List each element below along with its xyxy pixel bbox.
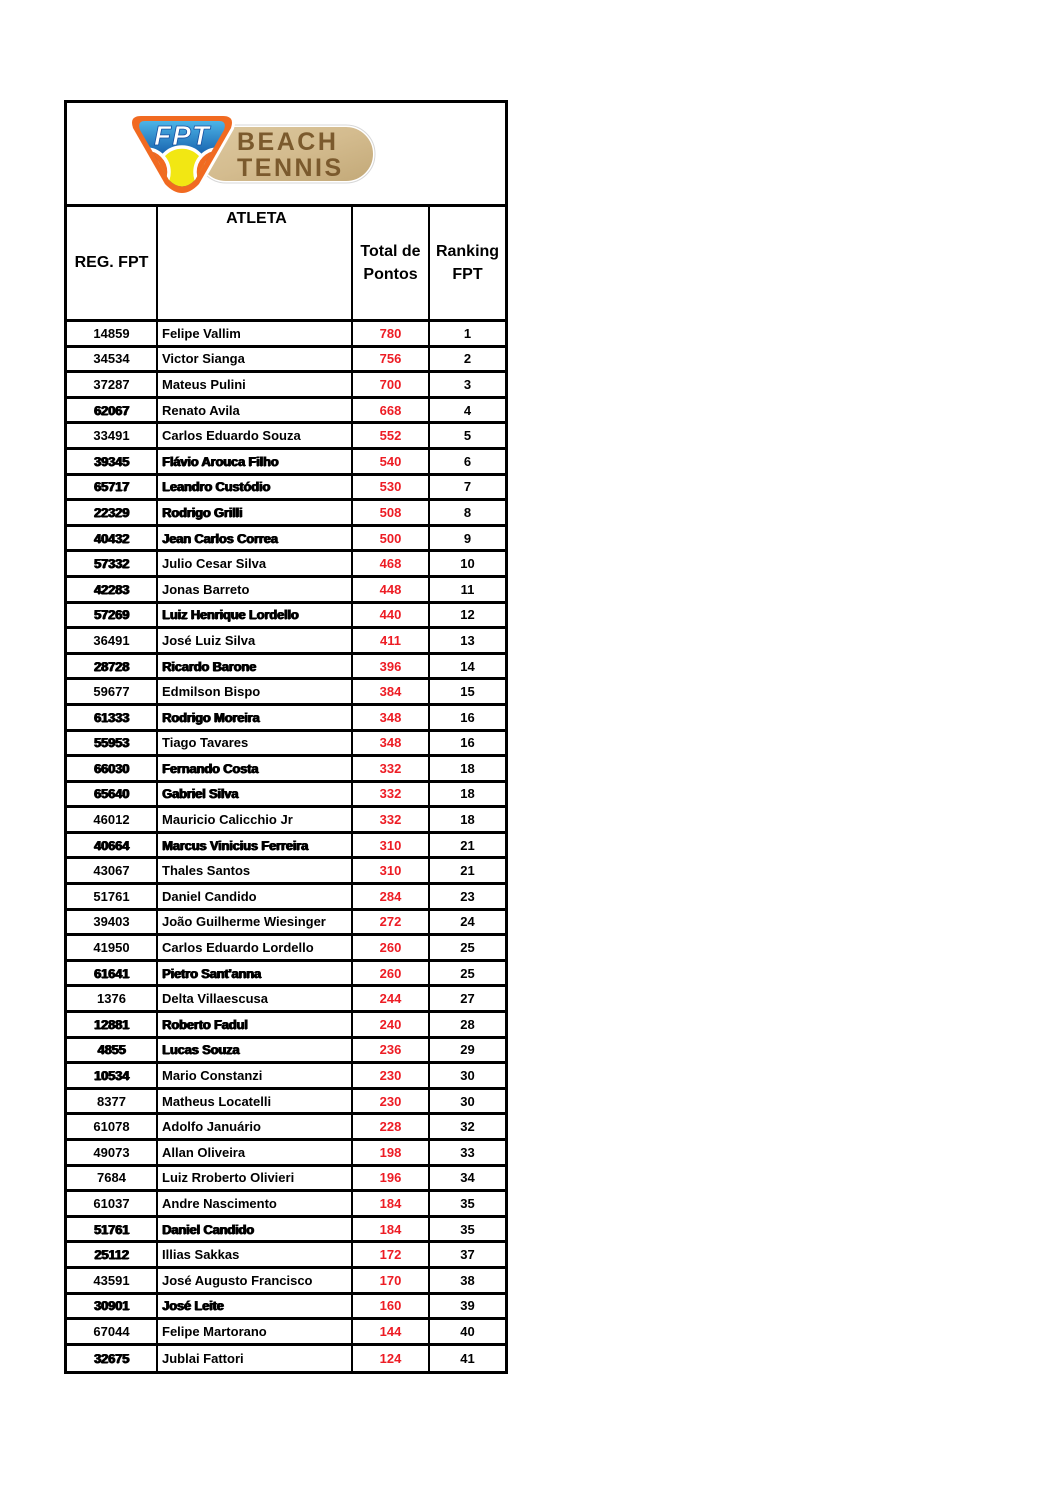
ranking-cell: 25 [460,940,475,956]
reg-fpt-cell: 65640 [67,783,158,806]
ranking-cell: 7 [463,479,472,495]
table-row [67,578,505,604]
table-row [67,911,505,937]
ranking-cell: 3 [463,376,472,392]
ranking-cell: 16 [460,735,475,751]
points-cell: 198 [353,1141,430,1164]
reg-fpt-cell: 59677 [67,680,158,703]
reg-fpt-cell: 40432 [67,527,158,550]
points-cell: 272 [353,911,430,934]
athlete-name-cell: Illias Sakkas [158,1243,353,1266]
table-row [67,987,505,1013]
points-cell: 236 [353,1039,430,1062]
points-cell: 228 [353,1115,430,1138]
reg-fpt-cell: 46012 [67,808,158,831]
points-cell: 230 [353,1090,430,1113]
reg-fpt-cell: 61037 [67,1192,158,1215]
table-row [67,1090,505,1116]
reg-fpt-cell: 41950 [67,936,158,959]
reg-fpt-cell: 43591 [67,1269,158,1292]
table-row [67,1141,505,1167]
table-row [67,808,505,834]
ranking-cell: 5 [463,428,472,444]
ranking-cell: 18 [460,786,475,802]
fpt-beach-tennis-logo [119,108,381,202]
table-row [67,859,505,885]
table-row [67,885,505,911]
reg-fpt-cell: 61333 [67,706,158,729]
ranking-cell: 30 [460,1093,475,1109]
reg-fpt-cell: 39345 [67,450,158,473]
athlete-name-cell: Renato Avila [158,399,353,422]
header-ranking-line1: Ranking [435,242,500,260]
table-header-row [67,207,505,322]
ranking-cell: 35 [460,1221,475,1237]
reg-fpt-cell: 43067 [67,859,158,882]
points-cell: 780 [353,322,430,345]
ranking-cell: 2 [463,351,472,367]
table-row [67,476,505,502]
athlete-name-cell: Carlos Eduardo Souza [158,424,353,447]
table-row [67,1115,505,1141]
table-row [67,322,505,348]
reg-fpt-cell: 37287 [67,373,158,396]
points-cell: 240 [353,1013,430,1036]
table-row [67,450,505,476]
points-cell: 384 [353,680,430,703]
reg-fpt-cell: 7684 [67,1167,158,1190]
points-cell: 244 [353,987,430,1010]
reg-fpt-cell: 62067 [67,399,158,422]
points-cell: 144 [353,1320,430,1343]
athlete-name-cell: Delta Villaescusa [158,987,353,1010]
table-row [67,1295,505,1321]
athlete-name-cell: José Augusto Francisco [158,1269,353,1292]
points-cell: 440 [353,604,430,627]
athlete-name-cell: Allan Oliveira [158,1141,353,1164]
ranking-cell: 6 [463,453,472,469]
ranking-cell: 34 [460,1170,475,1186]
points-cell: 310 [353,834,430,857]
points-cell: 260 [353,962,430,985]
logo-tennis-text: TENNIS [237,154,344,182]
points-cell: 530 [353,476,430,499]
table-row [67,783,505,809]
table-row [67,373,505,399]
points-cell: 260 [353,936,430,959]
logo-fpt-text: FPT [154,120,210,151]
athlete-name-cell: Felipe Martorano [158,1320,353,1343]
ranking-cell: 12 [460,607,475,623]
athlete-name-cell: Jean Carlos Correa [158,527,353,550]
ranking-cell: 13 [460,632,475,648]
points-cell: 700 [353,373,430,396]
reg-fpt-cell: 12881 [67,1013,158,1036]
points-cell: 196 [353,1167,430,1190]
ranking-cell: 38 [460,1272,475,1288]
ranking-cell: 18 [460,812,475,828]
athlete-name-cell: Luiz Henrique Lordello [158,604,353,627]
athlete-name-cell: Leandro Custódio [158,476,353,499]
reg-fpt-cell: 33491 [67,424,158,447]
table-row [67,604,505,630]
reg-fpt-cell: 49073 [67,1141,158,1164]
athlete-name-cell: Julio Cesar Silva [158,552,353,575]
reg-fpt-cell: 51761 [67,1218,158,1241]
table-row [67,1167,505,1193]
table-row [67,936,505,962]
ranking-cell: 41 [460,1351,475,1367]
reg-fpt-cell: 42283 [67,578,158,601]
points-cell: 348 [353,706,430,729]
logo-beach-text: BEACH [237,128,339,156]
reg-fpt-cell: 28728 [67,655,158,678]
logo-box [67,103,505,207]
athlete-name-cell: Adolfo Januário [158,1115,353,1138]
reg-fpt-cell: 34534 [67,348,158,371]
table-row [67,1013,505,1039]
points-cell: 230 [353,1064,430,1087]
athlete-name-cell: Luiz Rroberto Olivieri [158,1167,353,1190]
athlete-name-cell: Gabriel Silva [158,783,353,806]
points-cell: 170 [353,1269,430,1292]
athlete-name-cell: José Leite [158,1295,353,1318]
ranking-cell: 27 [460,991,475,1007]
ranking-cell: 18 [460,760,475,776]
reg-fpt-cell: 67044 [67,1320,158,1343]
points-cell: 184 [353,1192,430,1215]
athlete-name-cell: Roberto Fadul [158,1013,353,1036]
ranking-cell: 39 [460,1298,475,1314]
points-cell: 540 [353,450,430,473]
athlete-name-cell: José Luiz Silva [158,629,353,652]
table-row [67,1320,505,1346]
athlete-name-cell: Mateus Pulini [158,373,353,396]
points-cell: 468 [353,552,430,575]
athlete-name-cell: Flávio Arouca Filho [158,450,353,473]
header-ranking-fpt [430,207,505,319]
ranking-cell: 14 [460,658,475,674]
reg-fpt-cell: 61078 [67,1115,158,1138]
reg-fpt-cell: 40664 [67,834,158,857]
header-ranking-line2: FPT [452,266,483,283]
table-row [67,1064,505,1090]
table-row [67,527,505,553]
header-pontos-line2: Pontos [363,266,418,283]
table-row [67,1269,505,1295]
reg-fpt-cell: 10534 [67,1064,158,1087]
table-row [67,552,505,578]
points-cell: 160 [353,1295,430,1318]
athlete-name-cell: Lucas Souza [158,1039,353,1062]
points-cell: 332 [353,783,430,806]
points-cell: 668 [353,399,430,422]
athlete-name-cell: Edmilson Bispo [158,680,353,703]
ranking-cell: 29 [460,1042,475,1058]
header-total-pontos [353,207,430,319]
table-row [67,680,505,706]
table-row [67,655,505,681]
reg-fpt-cell: 39403 [67,911,158,934]
athlete-name-cell: Jonas Barreto [158,578,353,601]
table-row [67,757,505,783]
reg-fpt-cell: 32675 [67,1346,158,1372]
points-cell: 411 [353,629,430,652]
table-row [67,424,505,450]
athlete-name-cell: Pietro Sant'anna [158,962,353,985]
reg-fpt-cell: 4855 [67,1039,158,1062]
points-cell: 756 [353,348,430,371]
ranking-cell: 23 [460,888,475,904]
athlete-name-cell: Ricardo Barone [158,655,353,678]
ranking-cell: 4 [463,402,472,418]
points-cell: 348 [353,732,430,755]
points-cell: 552 [353,424,430,447]
athlete-name-cell: Carlos Eduardo Lordello [158,936,353,959]
reg-fpt-cell: 30901 [67,1295,158,1318]
athlete-name-cell: Mario Constanzi [158,1064,353,1087]
athlete-name-cell: Daniel Candido [158,885,353,908]
points-cell: 184 [353,1218,430,1241]
points-cell: 284 [353,885,430,908]
ranking-cell: 35 [460,1195,475,1211]
reg-fpt-cell: 14859 [67,322,158,345]
athlete-name-cell: Rodrigo Moreira [158,706,353,729]
ranking-cell: 28 [460,1016,475,1032]
reg-fpt-cell: 57332 [67,552,158,575]
ranking-cell: 15 [460,684,475,700]
points-cell: 332 [353,808,430,831]
table-row [67,399,505,425]
table-row [67,501,505,527]
points-cell: 500 [353,527,430,550]
table-row [67,706,505,732]
athlete-name-cell: Victor Sianga [158,348,353,371]
athlete-name-cell: Daniel Candido [158,1218,353,1241]
header-reg-fpt-label: REG. FPT [74,254,149,272]
header-atleta-label: ATLETA [226,210,287,227]
athlete-name-cell: Felipe Vallim [158,322,353,345]
points-cell: 124 [353,1346,430,1372]
table-row [67,1039,505,1065]
header-pontos-line1: Total de [360,242,421,260]
ranking-cell: 11 [460,581,475,597]
ranking-cell: 37 [460,1247,475,1263]
ranking-cell: 21 [460,863,475,879]
table-row [67,1243,505,1269]
table-row [67,1346,505,1372]
points-cell: 448 [353,578,430,601]
reg-fpt-cell: 22329 [67,501,158,524]
reg-fpt-cell: 65717 [67,476,158,499]
table-row [67,962,505,988]
reg-fpt-cell: 66030 [67,757,158,780]
table-row [67,1218,505,1244]
points-cell: 396 [353,655,430,678]
table-row [67,629,505,655]
ranking-cell: 30 [460,1068,475,1084]
reg-fpt-cell: 57269 [67,604,158,627]
athlete-name-cell: Thales Santos [158,859,353,882]
ranking-cell: 10 [460,556,475,572]
table-row [67,732,505,758]
athlete-name-cell: João Guilherme Wiesinger [158,911,353,934]
points-cell: 508 [353,501,430,524]
ranking-cell: 24 [460,914,475,930]
reg-fpt-cell: 25112 [67,1243,158,1266]
athlete-name-cell: Mauricio Calicchio Jr [158,808,353,831]
table-row [67,348,505,374]
ranking-board [64,100,508,1374]
ranking-cell: 8 [463,504,472,520]
athlete-name-cell: Tiago Tavares [158,732,353,755]
header-atleta [158,207,353,319]
table-row [67,1192,505,1218]
athlete-name-cell: Fernando Costa [158,757,353,780]
ranking-cell: 40 [460,1323,475,1339]
ranking-cell: 33 [460,1144,475,1160]
points-cell: 310 [353,859,430,882]
ranking-cell: 32 [460,1119,475,1135]
ranking-cell: 9 [463,530,472,546]
athlete-name-cell: Matheus Locatelli [158,1090,353,1113]
athlete-name-cell: Marcus Vinicius Ferreira [158,834,353,857]
header-reg-fpt [67,207,158,319]
points-cell: 172 [353,1243,430,1266]
reg-fpt-cell: 1376 [67,987,158,1010]
reg-fpt-cell: 55953 [67,732,158,755]
table-body [67,322,505,1371]
table-row [67,834,505,860]
athlete-name-cell: Rodrigo Grilli [158,501,353,524]
reg-fpt-cell: 8377 [67,1090,158,1113]
reg-fpt-cell: 51761 [67,885,158,908]
ranking-cell: 25 [460,965,475,981]
ranking-cell: 1 [463,325,472,341]
reg-fpt-cell: 61641 [67,962,158,985]
athlete-name-cell: Andre Nascimento [158,1192,353,1215]
ranking-cell: 21 [460,837,475,853]
points-cell: 332 [353,757,430,780]
reg-fpt-cell: 36491 [67,629,158,652]
ranking-cell: 16 [460,709,475,725]
athlete-name-cell: Jublai Fattori [158,1346,353,1372]
